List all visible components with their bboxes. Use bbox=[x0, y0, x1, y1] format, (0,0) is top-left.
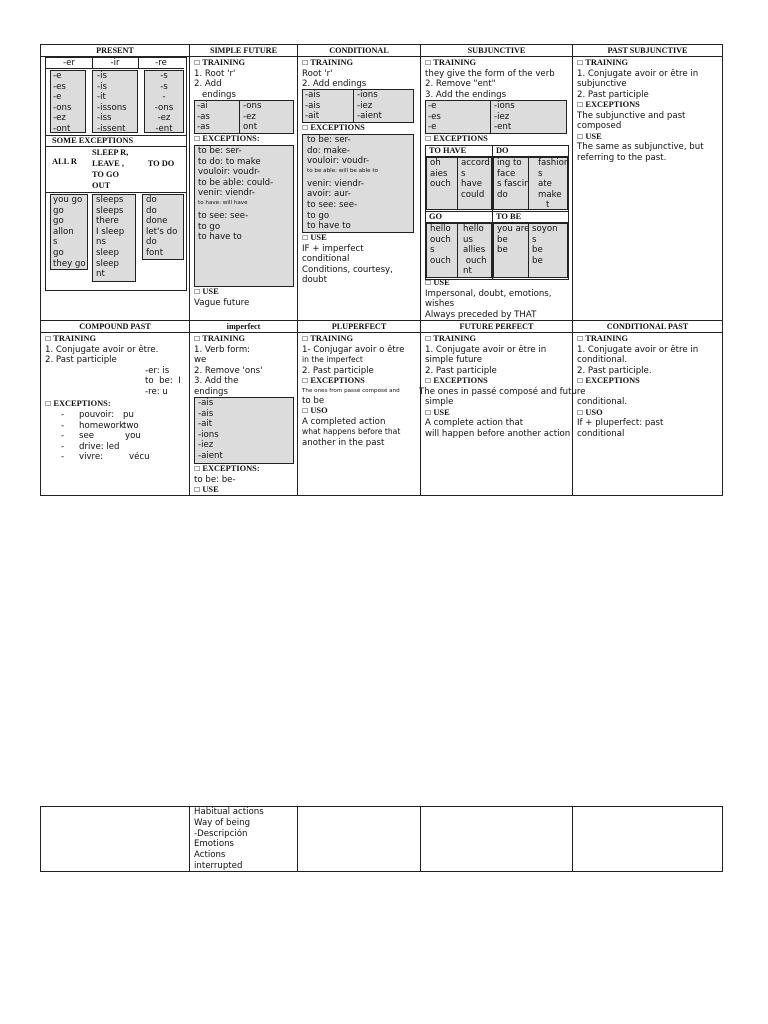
conditional-past-step: 2. Past participle. bbox=[577, 365, 652, 376]
conditional-use-label: USE bbox=[310, 233, 327, 242]
checkbox-icon: ☐ bbox=[425, 377, 432, 386]
pluperfect-exception: The ones from passé composé and bbox=[302, 387, 400, 394]
checkbox-icon: ☐ bbox=[425, 408, 432, 417]
compound-past-title: COMPOUND PAST bbox=[41, 321, 189, 333]
pluperfect-column bbox=[297, 320, 421, 496]
imperfect-use: -Descripción bbox=[194, 828, 248, 839]
present-exc-header-do: TO DO bbox=[147, 159, 175, 168]
compound-past-training-label: TRAINING bbox=[53, 334, 97, 343]
imperfect-exception: to be: be- bbox=[194, 474, 236, 485]
past-subjunctive-step: subjunctive bbox=[577, 79, 627, 90]
future-perfect-use-label: USE bbox=[433, 407, 450, 417]
present-re-header: -re bbox=[138, 58, 184, 69]
present-ir-header: -ir bbox=[92, 58, 139, 69]
checkbox-icon: ☐ bbox=[302, 377, 309, 386]
present-exc-sleep: sleeps sleeps there I sleep ns sleep sleep nt bbox=[92, 194, 136, 282]
checkbox-icon: ☐ bbox=[425, 335, 432, 343]
simple-future-training-label: TRAINING bbox=[202, 58, 246, 67]
conditional-exceptions-label: EXCEPTIONS bbox=[310, 123, 365, 132]
imperfect-uses-cell bbox=[189, 806, 298, 872]
continuation-cell-5 bbox=[572, 806, 723, 872]
simple-future-column bbox=[189, 44, 298, 321]
simple-future-step: 2. Add bbox=[194, 79, 222, 90]
future-perfect-exceptions-label: EXCEPTIONS bbox=[433, 376, 488, 386]
checkbox-icon: ☐ bbox=[45, 335, 52, 343]
past-subjunctive-exception: composed bbox=[577, 121, 622, 132]
checkbox-icon: ☐ bbox=[577, 101, 584, 110]
simple-future-step: endings bbox=[202, 89, 236, 100]
imperfect-step: we bbox=[194, 355, 207, 366]
conditional-past-exception: conditional. bbox=[577, 397, 628, 408]
pluperfect-use: A completed action bbox=[302, 416, 386, 427]
subjunctive-to-be-table: you are be be soyon s be be bbox=[493, 223, 568, 278]
past-subjunctive-exception: The subjunctive and past bbox=[577, 110, 686, 121]
past-subjunctive-title: PAST SUBJUNCTIVE bbox=[573, 45, 722, 57]
conditional-past-training-label: TRAINING bbox=[585, 334, 629, 343]
past-subjunctive-step: 1. Conjugate avoir or être in bbox=[577, 68, 699, 79]
conditional-endings: -ais -ais -ait -ions -iez -aient bbox=[302, 89, 414, 123]
checkbox-icon: ☐ bbox=[45, 400, 52, 409]
compound-past-exception: - see you bbox=[61, 431, 141, 442]
past-subjunctive-use: referring to the past. bbox=[577, 153, 667, 164]
imperfect-use: Habitual actions bbox=[194, 807, 264, 817]
pluperfect-use: what happens before that bbox=[302, 427, 401, 437]
compound-past-exception: - homework two bbox=[61, 420, 139, 431]
simple-future-step: 1. Root 'r' bbox=[194, 68, 236, 79]
imperfect-step: endings bbox=[194, 386, 228, 397]
checkbox-icon: ☐ bbox=[425, 59, 432, 67]
checkbox-icon: ☐ bbox=[194, 335, 201, 343]
compound-past-exceptions-label: EXCEPTIONS: bbox=[53, 399, 111, 409]
checkbox-icon: ☐ bbox=[302, 234, 309, 242]
imperfect-title: imperfect bbox=[190, 321, 297, 333]
conditional-use: conditional bbox=[302, 254, 350, 265]
present-exc-header-all: ALL R bbox=[52, 157, 77, 166]
checkbox-icon: ☐ bbox=[425, 279, 432, 287]
simple-future-use: Vague future bbox=[194, 297, 250, 308]
present-exceptions-label: SOME EXCEPTIONS bbox=[52, 136, 134, 145]
compound-past-exception: - pouvoir: pu bbox=[61, 409, 134, 420]
subjunctive-step: they give the form of the verb bbox=[425, 68, 555, 79]
present-re-endings: -s -s - -ons -ez -ent bbox=[144, 70, 184, 133]
present-exc-all: you go go go allon s go they go bbox=[50, 194, 88, 270]
conditional-past-use: conditional bbox=[577, 429, 625, 440]
pluperfect-title: PLUPERFECT bbox=[298, 321, 420, 333]
checkbox-icon: ☐ bbox=[577, 59, 584, 67]
pluperfect-step: in the imperfect bbox=[302, 355, 363, 365]
subjunctive-step: 2. Remove "ent" bbox=[425, 79, 496, 90]
imperfect-step: 3. Add the bbox=[194, 376, 239, 387]
continuation-cell-3 bbox=[297, 806, 421, 872]
imperfect-step: 1. Verb form: bbox=[194, 344, 251, 355]
compound-past-step: 1. Conjugate avoir or être. bbox=[45, 344, 159, 355]
future-perfect-training-label: TRAINING bbox=[433, 334, 477, 343]
imperfect-column bbox=[189, 320, 298, 496]
conditional-past-use: If + pluperfect: past bbox=[577, 418, 664, 429]
compound-past-exception: - vivre: vécu bbox=[61, 452, 150, 463]
subjunctive-go-header: GO bbox=[429, 212, 443, 221]
subjunctive-step: 3. Add the endings bbox=[425, 89, 507, 100]
conditional-past-title: CONDITIONAL PAST bbox=[573, 321, 722, 333]
subjunctive-to-be-header: TO BE bbox=[496, 212, 522, 221]
present-er-endings: -e -es -e -ons -ez -ont bbox=[50, 70, 86, 133]
present-er-header: -er bbox=[46, 58, 93, 69]
imperfect-use: Emotions bbox=[194, 839, 234, 850]
future-perfect-use: will happen before another action bbox=[425, 429, 571, 440]
imperfect-endings: -ais -ais -ait -ions -iez -aient bbox=[194, 397, 294, 464]
subjunctive-go-table: hello ouch s ouch hello us allies ouch nt bbox=[426, 223, 492, 278]
future-perfect-exception: simple bbox=[425, 397, 454, 408]
imperfect-use: Way of being bbox=[194, 817, 251, 828]
future-perfect-use: A complete action that bbox=[425, 418, 524, 429]
checkbox-icon: ☐ bbox=[194, 59, 201, 67]
future-perfect-step: 1. Conjugate avoir or être in bbox=[425, 344, 547, 355]
checkbox-icon: ☐ bbox=[194, 486, 201, 495]
checkbox-icon: ☐ bbox=[577, 132, 584, 141]
subjunctive-to-have-table: oh aies ouch accord s have could bbox=[426, 157, 492, 210]
compound-past-participle: -re: u bbox=[145, 386, 168, 397]
checkbox-icon: ☐ bbox=[194, 288, 201, 296]
conditional-past-step: conditional. bbox=[577, 355, 628, 366]
imperfect-use-label: USE bbox=[202, 485, 219, 495]
conditional-training-label: TRAINING bbox=[310, 58, 354, 67]
conditional-step: Root 'r' bbox=[302, 68, 333, 79]
compound-past-column bbox=[40, 320, 190, 496]
checkbox-icon: ☐ bbox=[577, 377, 584, 386]
subjunctive-endings: -e -es -e -ions -iez -ent bbox=[425, 100, 567, 134]
subjunctive-use-label: USE bbox=[433, 278, 450, 287]
subjunctive-do-table: ing to face s fascin do fashion s ate make t bbox=[493, 157, 568, 210]
subjunctive-use: Impersonal, doubt, emotions, bbox=[425, 288, 552, 299]
checkbox-icon: ☐ bbox=[302, 335, 309, 343]
subjunctive-to-have-header: TO HAVE bbox=[429, 146, 467, 155]
future-perfect-column bbox=[419, 320, 586, 496]
future-perfect-step: simple future bbox=[425, 355, 483, 366]
pluperfect-training-label: TRAINING bbox=[310, 334, 354, 343]
conditional-title: CONDITIONAL bbox=[298, 45, 420, 57]
imperfect-exceptions-label: EXCEPTIONS: bbox=[202, 464, 260, 473]
present-exceptions-table bbox=[45, 135, 187, 291]
subjunctive-training-label: TRAINING bbox=[433, 58, 477, 67]
pluperfect-exception: to be bbox=[302, 395, 325, 406]
compound-past-participle: -er: is bbox=[145, 365, 170, 376]
pluperfect-exceptions-label: EXCEPTIONS bbox=[310, 376, 365, 386]
conditional-column bbox=[297, 44, 421, 321]
conditional-use: Conditions, courtesy, bbox=[302, 264, 393, 275]
pluperfect-step: 1- Conjugar avoir o être bbox=[302, 344, 405, 355]
subjunctive-do-header: DO bbox=[496, 146, 509, 155]
conditional-past-exceptions-label: EXCEPTIONS bbox=[585, 376, 640, 386]
checkbox-icon: ☐ bbox=[577, 408, 584, 417]
present-column bbox=[40, 44, 190, 321]
simple-future-endings: -ai -as -as -ons -ez ont bbox=[194, 100, 294, 134]
past-subjunctive-step: 2. Past participle bbox=[577, 89, 649, 100]
checkbox-icon: ☐ bbox=[302, 124, 309, 132]
subjunctive-exceptions-label: EXCEPTIONS bbox=[433, 134, 488, 143]
subjunctive-column bbox=[420, 44, 573, 321]
pluperfect-use: another in the past bbox=[302, 438, 385, 449]
conditional-exceptions: to be: ser- do: make- vouloir: voudr- to be able: will be able to venir: viendr- avoir: aur- to see: see- to go to have to bbox=[302, 134, 414, 233]
simple-future-exceptions: to be: ser- to do: to make vouloir: voudr- to be able: could- venir: viendr- to have: will have to see: see- to go to have to bbox=[194, 145, 294, 287]
checkbox-icon: ☐ bbox=[194, 135, 201, 143]
present-ir-endings: -is -is -it -issons -iss -issent bbox=[92, 70, 138, 133]
present-exc-do: do do done let's do do font bbox=[142, 194, 184, 260]
conditional-past-use-label: USO bbox=[585, 407, 603, 417]
pluperfect-use-label: USO bbox=[310, 406, 328, 416]
future-perfect-step: 2. Past participle bbox=[425, 365, 497, 376]
simple-future-use-label: USE bbox=[202, 287, 219, 296]
imperfect-step: 2. Remove 'ons' bbox=[194, 365, 263, 376]
past-subjunctive-exceptions-label: EXCEPTIONS bbox=[585, 100, 640, 110]
imperfect-use: Actions bbox=[194, 850, 226, 861]
present-title: PRESENT bbox=[41, 45, 189, 57]
conditional-use: IF + imperfect bbox=[302, 243, 364, 254]
future-perfect-exception: The ones in passé composé and future bbox=[419, 386, 586, 397]
conditional-past-column bbox=[572, 320, 723, 496]
compound-past-participle: to be: I bbox=[145, 376, 181, 387]
subjunctive-use: Always preceded by THAT bbox=[425, 309, 537, 320]
past-subjunctive-column bbox=[572, 44, 723, 321]
present-endings-table bbox=[45, 57, 187, 136]
past-subjunctive-training-label: TRAINING bbox=[585, 58, 629, 67]
checkbox-icon: ☐ bbox=[425, 135, 432, 143]
conditional-past-step: 1. Conjugate avoir or être in bbox=[577, 344, 699, 355]
subjunctive-title: SUBJUNCTIVE bbox=[421, 45, 572, 57]
simple-future-title: SIMPLE FUTURE bbox=[190, 45, 297, 57]
compound-past-step: 2. Past participle bbox=[45, 355, 117, 366]
checkbox-icon: ☐ bbox=[302, 59, 309, 67]
past-subjunctive-use-label: USE bbox=[585, 131, 602, 141]
simple-future-exceptions-label: EXCEPTIONS: bbox=[202, 134, 260, 143]
subjunctive-exceptions-grid bbox=[425, 145, 569, 280]
subjunctive-use: wishes bbox=[425, 299, 455, 310]
future-perfect-title: FUTURE PERFECT bbox=[421, 321, 572, 333]
checkbox-icon: ☐ bbox=[302, 407, 309, 416]
continuation-cell-1 bbox=[40, 806, 190, 872]
checkbox-icon: ☐ bbox=[194, 465, 201, 473]
conditional-use: doubt bbox=[302, 275, 327, 286]
past-subjunctive-use: The same as subjunctive, but bbox=[577, 142, 704, 153]
present-exc-header-sleep: SLEEP R, LEAVE , TO GO OUT bbox=[92, 148, 129, 190]
conditional-step: 2. Add endings bbox=[302, 79, 367, 90]
continuation-cell-4 bbox=[420, 806, 573, 872]
pluperfect-step: 2. Past participle bbox=[302, 365, 374, 376]
imperfect-use: interrupted bbox=[194, 860, 243, 871]
checkbox-icon: ☐ bbox=[577, 335, 584, 343]
compound-past-exception: - drive: led bbox=[61, 441, 120, 452]
imperfect-training-label: TRAINING bbox=[202, 334, 246, 343]
